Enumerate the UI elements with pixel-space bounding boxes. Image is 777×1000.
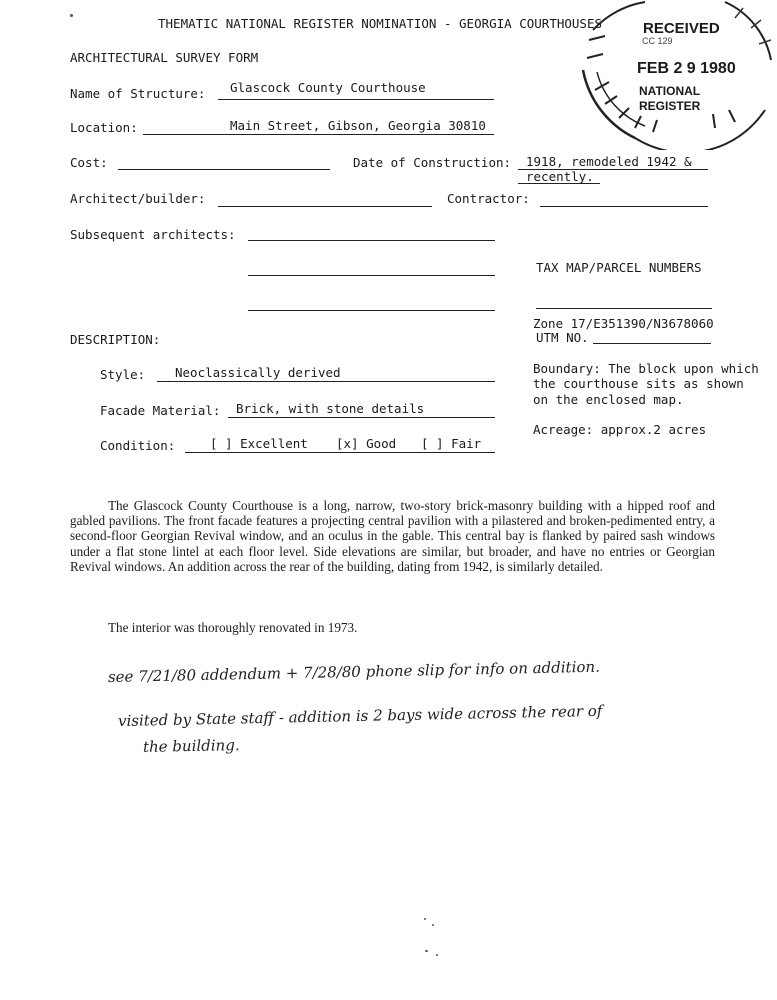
- contractor-underline: [540, 206, 708, 207]
- facade-label: Facade Material:: [100, 403, 221, 418]
- location-label: Location:: [70, 120, 138, 135]
- condition-label: Condition:: [100, 438, 176, 453]
- utm-underline: [593, 343, 711, 344]
- contractor-label: Contractor:: [447, 191, 530, 206]
- name-value: Glascock County Courthouse: [230, 80, 426, 95]
- condition-good: [x] Good: [336, 436, 397, 451]
- description-heading: DESCRIPTION:: [70, 332, 161, 347]
- architect-label: Architect/builder:: [70, 191, 206, 206]
- scan-speck: [425, 950, 428, 952]
- style-underline: [157, 381, 495, 382]
- scan-speck: [432, 924, 434, 926]
- boundary-line-3: on the enclosed map.: [533, 392, 684, 407]
- subsequent-underline-1: [248, 240, 495, 241]
- condition-underline: [185, 452, 495, 453]
- location-value: Main Street, Gibson, Georgia 30810: [230, 118, 486, 133]
- subsequent-label: Subsequent architects:: [70, 227, 236, 242]
- condition-fair: [ ] Fair: [421, 436, 482, 451]
- acreage: Acreage: approx.2 acres: [533, 422, 707, 437]
- description-paragraph: [70, 498, 715, 574]
- cost-underline: [118, 169, 330, 170]
- name-label: Name of Structure:: [70, 86, 206, 101]
- interior-paragraph: [70, 620, 715, 635]
- location-underline: [143, 134, 494, 135]
- scan-speck: [436, 954, 438, 956]
- utm-zone: Zone 17/E351390/N3678060: [533, 316, 714, 331]
- subsequent-underline-2: [248, 275, 495, 276]
- architect-underline: [218, 206, 432, 207]
- date-value-line2: recently.: [526, 169, 594, 184]
- handwritten-note-2: visited by State staff - addition is 2 bays wide across the rear of: [117, 701, 603, 730]
- received-stamp: [575, 0, 777, 150]
- name-underline: [218, 99, 494, 100]
- stamp-date: FEB 2 9 1980: [637, 60, 736, 77]
- stamp-register: REGISTER: [639, 99, 701, 113]
- form-title: THEMATIC NATIONAL REGISTER NOMINATION - GEORGIA COURTHOUSES: [158, 16, 603, 31]
- stamp-national: NATIONAL: [639, 84, 701, 98]
- cost-label: Cost:: [70, 155, 108, 170]
- handwritten-note-1: see 7/21/80 addendum + 7/28/80 phone slip for info on addition.: [107, 657, 601, 686]
- boundary-line-2: the courthouse sits as shown: [533, 376, 744, 391]
- tax-underline: [536, 308, 712, 309]
- scan-speck: [424, 918, 426, 920]
- stamp-code: CC 129: [642, 36, 673, 46]
- date-underline-2: [518, 183, 600, 184]
- scan-speck: [70, 14, 73, 17]
- condition-excellent: [ ] Excellent: [210, 436, 308, 451]
- tax-map-label: TAX MAP/PARCEL NUMBERS: [536, 260, 702, 275]
- boundary-line-1: Boundary: The block upon which: [533, 361, 759, 376]
- utm-label: UTM NO.: [536, 330, 589, 345]
- interior-paragraph-text: The interior was thoroughly renovated in 1973.: [108, 620, 358, 635]
- style-value: Neoclassically derived: [175, 365, 341, 380]
- date-label: Date of Construction:: [353, 155, 512, 170]
- form-name: ARCHITECTURAL SURVEY FORM: [70, 50, 259, 65]
- subsequent-underline-3: [248, 310, 495, 311]
- date-value-line1: 1918, remodeled 1942 &: [526, 154, 692, 169]
- facade-underline: [228, 417, 495, 418]
- description-paragraph-text: The Glascock County Courthouse is a long, narrow, two-story brick-masonry building with a hipped roof and gabled pavilions. The front facade features a projecting central pavilion with a pilastered and broken-pedimented entry, a second-floor Georgian Revival window, and an oculus in the gable. This central bay is flanked by paired sash windows under a flat stone lintel at each floor level. Side elevations are similar, but broader, and have no entries or Georgian Revival windows. An addition across the rear of the building, dating from 1942, is similarly detailed.: [70, 498, 715, 574]
- handwritten-note-3: the building.: [142, 735, 240, 756]
- stamp-received: RECEIVED: [643, 20, 720, 37]
- style-label: Style:: [100, 367, 146, 382]
- facade-value: Brick, with stone details: [236, 401, 425, 416]
